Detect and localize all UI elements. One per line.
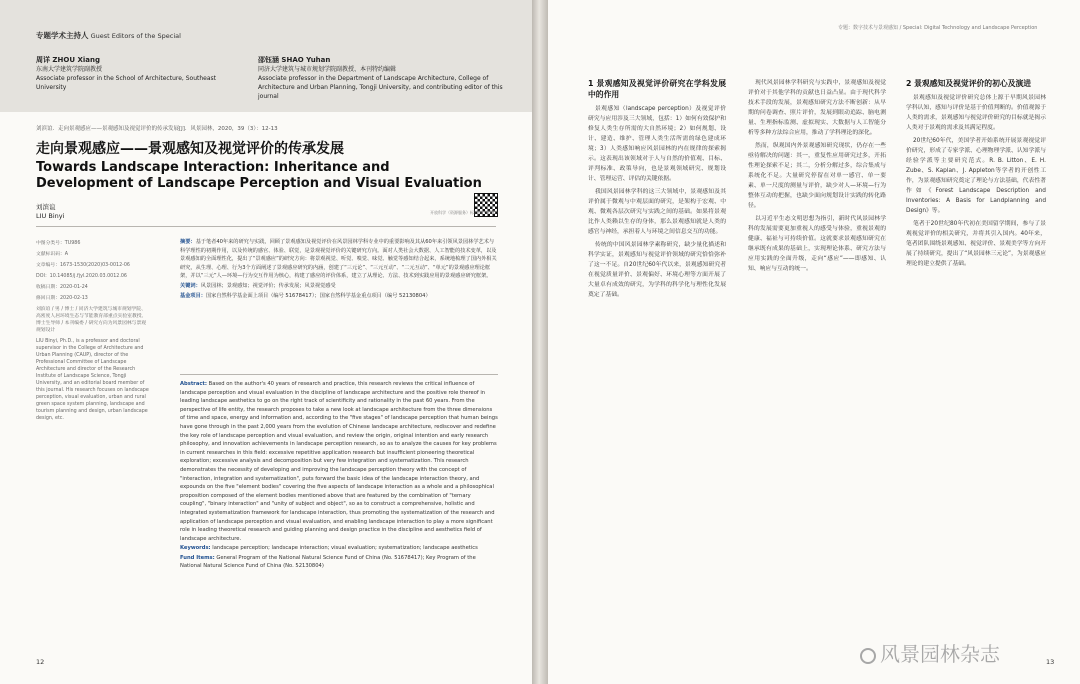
author-bio-zh: 刘滨谊 / 男 / 博士 / 同济大学建筑与城市规划学院、高密度人居环境生态与节能教育部重点实验室教授、博士生导师 / 本刊编委 / 研究方向为风景园林与景观规划设计 — [36, 307, 147, 333]
section-heading: 2 景观感知及视觉评价的初心及演进 — [906, 79, 1032, 88]
editor-affiliation-zh: 同济大学建筑与城市规划学院副教授、本刊特约编辑 — [258, 66, 397, 73]
paragraph: 我国风景园林学科的这三大领域中，景观感知及其评价属于微观与中观层面的研究，是架构于宏观、中观、微观各层次研究与实践之间的基础。如果将景观比作人类赖以生存的身体，那么景观感知就是人类的感官与神经，承担着人与环境之间信息交互的功能。 — [588, 189, 726, 235]
paragraph: 然而，纵观国内外景观感知研究现状，仍存在一些亟待解决的问题：其一，重复性应用研究过多，开拓性理论探索不足；其二，分析分解过多，综合集成与系统化不足。大量研究停留在对单一感官、单一要素、单一尺度的测量与评价，缺少对人—环境—行为整体互动的把握，也缺少面向规划设计实践的转化路径。 — [748, 143, 886, 209]
divider — [180, 374, 498, 375]
meta-line: DOI：10.14085/j.fjyl.2020.03.0012.06 — [36, 274, 127, 279]
paragraph: 景观感知（landscape perception）及视觉评价研究与应用涉及三大领域，包括：1）如何有效保护和修复人类生存所需的大自然环境；2）如何规划、设计、建造、维护、管理人类生活所需的绿色建成环境；3）人类感知响应风景园林的内在规律的探索揭示。这表现出该领域对于人与自然的价值观、目标、评判标准、政策导向，也是景观领域研究、规划设计、管理运营、评估的关键依据。 — [588, 106, 726, 182]
right-page — [548, 0, 1080, 684]
abstract-en — [180, 380, 498, 572]
abstract-zh-text: 基于笔者40年来的研究与实践，回顾了景观感知及视觉评价在风景园林学科专业中的重要影响及其从60年来引领风景园林学艺术与科学理性的初期作用，以及传统的感官、体验、联觉，是景观视觉评价的关键研究方向。面对人类社会大数据、人工智能的技术变革，以及景观感知的全面理性化，提出了“景观感应”的研究方向：将景观视觉、听觉、嗅觉、味觉、触觉等感知结合起来，系统地梳理了国内外相关研究，从生理、心理、行为3个方面阐述了景观感应研究的内涵，创建了“三元论”、“三元互动”、“二元互动”、“单元”的景观感应理论框架，并以“三元”人—环境—行为交互作用为核心，构建了感应的评价体系，建立了从理论、方法、技术到实践应用的景观感应研究框架。 — [180, 239, 497, 280]
guest-editors-label — [36, 30, 181, 41]
paragraph: 现代风景园林学科研究与实践中，景观感知及视觉评价对于其他学科的贡献也日益凸显。由于现代科学技术手段的发展，景观感知研究方法不断创新：从早期的问卷调查、照片评价，发展到眼动追踪、脑电测量、生理指标监测、虚拟现实、大数据与人工智能分析等多种方法综合应用，推动了学科理论的深化。 — [748, 80, 886, 136]
article-title-zh: 走向景观感应——景观感知及视觉评价的传承发展 — [36, 141, 344, 157]
meta-line: 文章编号：1673-1530(2020)03-0012-06 — [36, 263, 130, 268]
abstract-en-text: Based on the author's 40 years of research and practice, this research reviews the critical influence of landscape perception and visual evaluation in the discipline of landscape architecture and the positive role thereof in leading landscape aesthetics to go on the right track of scientificity and rationality in the past 60 years. From the perspective of life entity, the research proposes to take a new look at landscape architecture from the three dimensions of time and space, energy and information and, according to the "five stages" of landscape perception that human beings have gone through in the past 2,000 years from the evolution of Chinese landscape architecture, rediscover and redefine the key role of landscape perception and visual evaluation, and review the origin, original intention and early research philosophy, and innovation achievements in landscape perception research, so as to analyze the causes for key problems in current researches in this field: excessive repetitive application research but insufficient pioneering theoretical exploration; excessive analysis and decomposition but very few integration and systematization. This research demonstrates the necessity of developing and improving the landscape perception theory with the concept of "interaction, integration and systematization", puts forward the basic idea of the landscape interaction theory, and expounds on the five "element bodies" covering the five aspects of landscape interaction as a whole and a philosophical proposition composed of the element bodies mentioned above that are featured by the combination of "ternary coupling", "binary interaction" and "unity of subject and object", so as to construct a comprehensive, holistic and integrated systematization framework for landscape interaction, thus promoting the systematization of the research and application of landscape perception and visual evaluation, and enabling landscape interaction to play a more significant role in leading theoretical research and guiding planning and design practice in the discipline and aesthetics field of landscape architecture. — [180, 381, 498, 542]
editor-card — [258, 56, 518, 101]
article-title-en: Towards Landscape Interaction: Inheritance and Development of Landscape Perception and Visual Evaluation — [36, 160, 482, 191]
editor-affiliation-zh: 东南大学建筑学院副教授 — [36, 66, 103, 73]
page-number: 12 — [36, 658, 45, 666]
editor-name: 周详 ZHOU Xiang — [36, 56, 100, 64]
author-bio-en: LIU Binyi, Ph.D., is a professor and doctoral supervisor in the College of Architecture and Urban Planning (CAUP), director of the Professional Committee of Landscape Architecture and director of the Research Institute of Landscape Science, Tongji University, and an editorial board member of this journal. His research focuses on landscape perception, visual evaluation, urban and rural green space system planning, landscape and tourism planning and design, urban landscape design, etc. — [36, 339, 149, 421]
fund-en-text: General Program of the National Natural Science Fund of China (No. 51678417); Key Program of the National Natural Science Fund of China (No. 52130804) — [180, 554, 476, 570]
band-label-en: Guest Editors of the Special — [90, 32, 181, 40]
left-page — [0, 0, 532, 684]
article-metadata — [36, 240, 150, 426]
paragraph: 传统的中国风景园林学素称研究，缺少量化描述和科学实证，景观感知与视觉评价领域的研究恰恰弥补了这一不足。自20世纪60年代以来，景观感知研究者在视觉质量评价、景观偏好、环境心理等方面开展了大量卓有成效的研究，为学科的科学化与理性化发展奠定了基础。 — [588, 242, 726, 298]
paragraph: 笔者于20世纪80年代初在美国留学期间，参与了景观视觉评价的相关研究，并将其引入国内。40年来，笔者团队围绕景观感知、视觉评价、景观美学等方向开展了持续研究，提出了“风景园林三元论”，为景观感应理论的建立提供了基础。 — [906, 221, 1046, 267]
section-heading: 1 景观感知及视觉评价研究在学科发展中的作用 — [588, 79, 726, 99]
abstract-zh — [180, 238, 498, 301]
editor-name: 邵钰涵 SHAO Yuhan — [258, 56, 331, 64]
watermark-text: 风景园林杂志 — [880, 642, 1000, 666]
fund-zh-text: 国家自然科学基金面上项目（编号 51678417）；国家自然科学基金重点项目（编号 52130804） — [205, 292, 431, 299]
qr-caption: 开放科学（资源服务）标识码（OSID） — [430, 210, 500, 215]
running-head: 专题：数字技术与景观感知 / Special: Digital Technology and Landscape Perception — [838, 25, 1038, 31]
divider — [36, 226, 496, 227]
keywords-en-text: landscape perception; landscape interaction; visual evaluation; systematization; landscape aesthetics — [212, 545, 478, 552]
fund-zh-label: 基金项目： — [180, 292, 206, 299]
text-column — [748, 78, 886, 277]
text-column — [906, 78, 1046, 272]
publisher-watermark — [860, 638, 1000, 667]
fund-en-label: Fund Items: — [180, 554, 215, 561]
text-column — [588, 78, 726, 303]
paragraph: 20世纪60年代，美国学者开始系统开展景观视觉评价研究，形成了专家学派、心理物理学派、认知学派与经验学派等主要研究范式。R. B. Litton、E. H. Zube、S. Kaplan、J. Appleton等学者的开创性工作，为景观感知研究奠定了理论与方法基础，代表性著作如《Forest Landscape Description and Inventories: A Basis for Landplanning and Design》等。 — [906, 138, 1046, 214]
meta-line: 收稿日期：2020-01-24 — [36, 285, 88, 290]
editor-card — [36, 56, 236, 92]
wechat-icon — [860, 648, 876, 664]
author-name-zh: 刘滨谊 — [36, 203, 56, 211]
keywords-en-label: Keywords: — [180, 545, 211, 552]
band-label-zh: 专题学术主持人 — [36, 31, 89, 40]
keywords-zh-label: 关键词： — [180, 282, 201, 289]
meta-line: 中图分类号：TU986 — [36, 241, 81, 246]
abstract-zh-label: 摘要： — [180, 239, 196, 245]
keywords-zh-text: 风景园林；景观感知；视觉评价；传承发展；风景视觉感受 — [200, 282, 336, 289]
meta-line: 修回日期：2020-02-13 — [36, 296, 88, 301]
paragraph: 以习近平生态文明思想为指引，新时代风景园林学科的发展需要更加重视人的感受与体验，重视景观的健康、福祉与可持续价值。这就要求景观感知研究在继承既有成果的基础上，实现理论体系、研究方法与应用实践的全面升级，走向“感应”——即感知、认知、响应与互动的统一。 — [748, 216, 886, 272]
paragraph: 景观感知及视觉评价研究总体上源于早期风景园林学科认知，感知与评价是基于价值判断的。价值观源于人类的需求，景观感知与视觉评价研究的目标就是揭示人类对于景观的需求及其满足程度。 — [906, 95, 1046, 131]
author-name-en: LIU Binyi — [36, 212, 65, 220]
abstract-en-label: Abstract: — [180, 381, 207, 387]
guest-editors-band — [0, 0, 532, 112]
book-gutter — [532, 0, 548, 684]
page-number: 13 — [1046, 658, 1055, 666]
editor-affiliation-en: Associate professor in the Department of Landscape Architecture, College of Architecture and Urban Planning, Tongji University, and contributing editor of this journal — [258, 75, 503, 100]
meta-line: 文献标识码：A — [36, 252, 69, 257]
editor-affiliation-en: Associate professor in the School of Architecture, Southeast University — [36, 75, 217, 91]
citation: 刘滨谊．走向景观感应——景观感知及视觉评价的传承发展[J]．风景园林，2020，39（3）：12-13 — [36, 126, 278, 132]
